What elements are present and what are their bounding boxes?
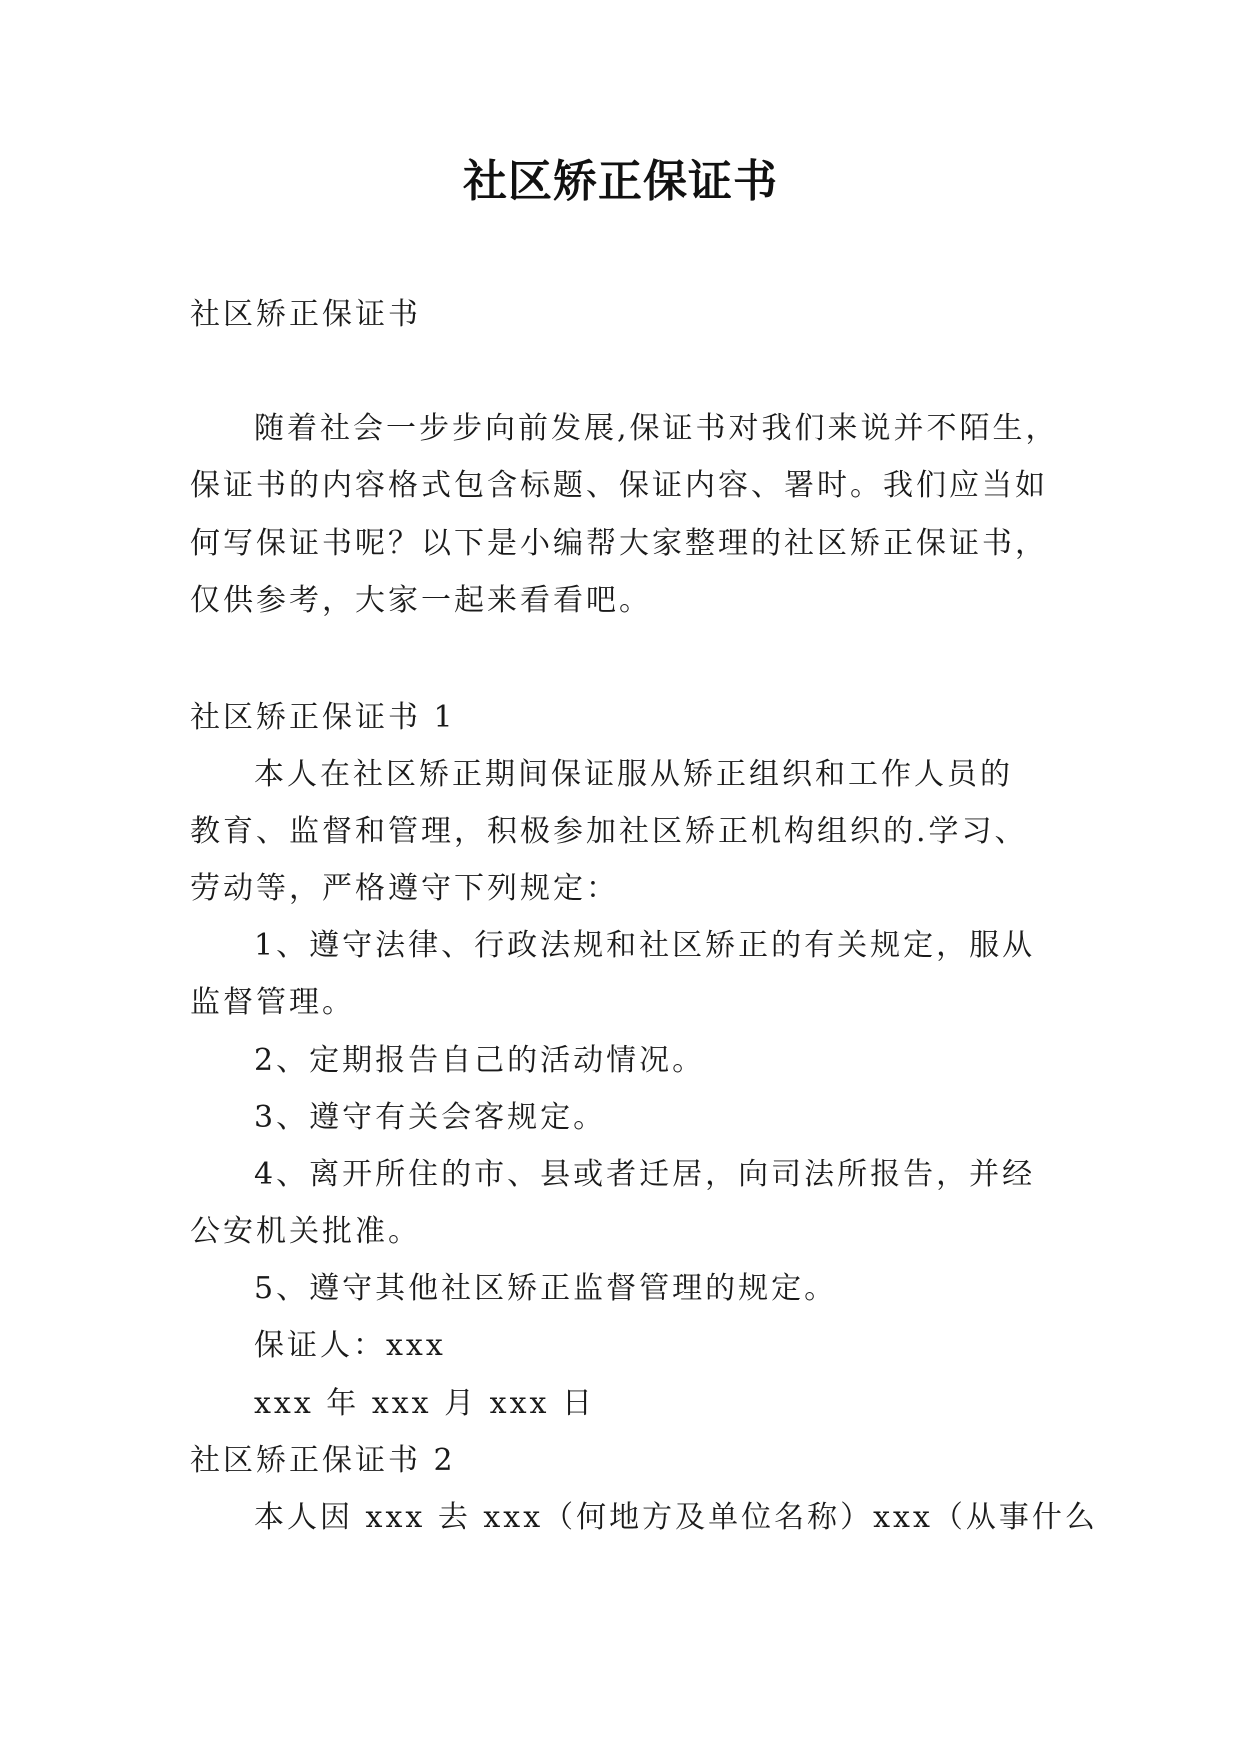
body-line: 本人在社区矫正期间保证服从矫正组织和工作人员的 [254,757,1013,792]
section-heading: 社区矫正保证书 1 [190,700,456,735]
body-line: 教育、监督和管理，积极参加社区矫正机构组织的.学习、 [190,814,1028,849]
rule-item: 5、遵守其他社区矫正监督管理的规定。 [254,1271,838,1306]
body-line: 劳动等，严格遵守下列规定： [190,871,619,906]
intro-line: 何写保证书呢？以下是小编帮大家整理的社区矫正保证书， [190,526,1048,561]
rule-item: 3、遵守有关会客规定。 [254,1100,607,1135]
rule-item: 监督管理。 [190,985,355,1020]
rule-item: 4、离开所住的市、县或者迁居，向司法所报告，并经 [254,1157,1036,1192]
rule-item: 2、定期报告自己的活动情况。 [254,1043,706,1078]
date-line: xxx 年 xxx 月 xxx 日 [254,1386,595,1421]
rule-item: 1、遵守法律、行政法规和社区矫正的有关规定，服从 [254,928,1036,963]
intro-line: 仅供参考，大家一起来看看吧。 [190,583,652,618]
section-heading: 社区矫正保证书 2 [190,1443,456,1478]
body-line: 本人因 xxx 去 xxx（何地方及单位名称）xxx（从事什么 [254,1500,1098,1535]
intro-line: 随着社会一步步向前发展,保证书对我们来说并不陌生， [254,411,1059,446]
intro-line: 保证书的内容格式包含标题、保证内容、署时。我们应当如 [190,468,1048,503]
signer-line: 保证人：xxx [254,1328,446,1363]
document-heading: 社区矫正保证书 [190,297,421,332]
page-title: 社区矫正保证书 [463,156,778,207]
rule-item: 公安机关批准。 [190,1214,421,1249]
